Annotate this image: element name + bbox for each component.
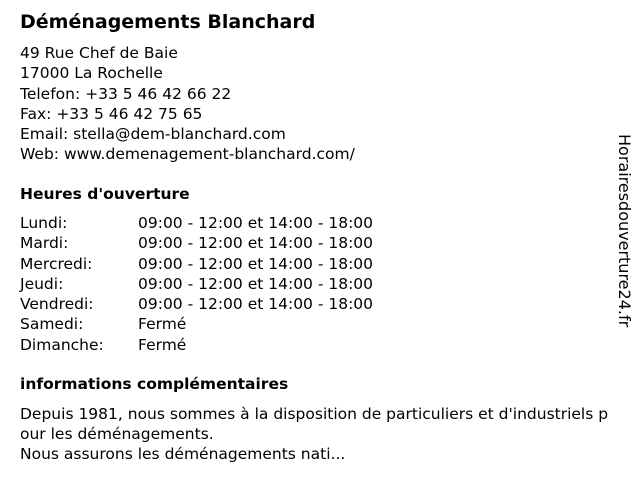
hours-table: [20, 213, 373, 355]
hours-row-sunday: [20, 335, 373, 355]
hours-day: Jeudi:: [20, 274, 64, 293]
hours-day: Dimanche:: [20, 335, 104, 354]
site-watermark: Horairesdouverture24.fr: [615, 134, 634, 328]
hours-day: Vendredi:: [20, 295, 94, 314]
hours-row-saturday: [20, 314, 373, 334]
web-line: Web: www.demenagement-blanchard.com/: [20, 145, 355, 164]
hours-time: 09:00 - 12:00 et 14:00 - 18:00: [138, 295, 374, 314]
info-text: [20, 404, 610, 464]
hours-row-tuesday: [20, 233, 373, 253]
hours-time: 09:00 - 12:00 et 14:00 - 18:00: [138, 254, 374, 273]
info-paragraph: Depuis 1981, nous sommes à la disposition de particuliers et d'industriels pour les déménagements.: [20, 405, 609, 443]
hours-row-wednesday: [20, 254, 373, 274]
hours-row-thursday: [20, 274, 373, 294]
email-line: Email: stella@dem-blanchard.com: [20, 125, 286, 144]
hours-time: Fermé: [138, 335, 187, 354]
hours-time: 09:00 - 12:00 et 14:00 - 18:00: [138, 214, 374, 232]
address-city: 17000 La Rochelle: [20, 64, 163, 83]
hours-row-monday: [20, 213, 373, 233]
address-street: 49 Rue Chef de Baie: [20, 44, 178, 62]
business-name: Déménagements Blanchard: [20, 11, 316, 33]
hours-time: 09:00 - 12:00 et 14:00 - 18:00: [138, 234, 374, 253]
fax-line: Fax: +33 5 46 42 75 65: [20, 104, 203, 123]
hours-time: 09:00 - 12:00 et 14:00 - 18:00: [138, 274, 374, 293]
hours-heading: Heures d'ouverture: [20, 185, 190, 203]
hours-time: Fermé: [138, 315, 187, 334]
phone-line: Telefon: +33 5 46 42 66 22: [20, 84, 232, 103]
hours-day: Mardi:: [20, 234, 69, 253]
hours-row-friday: [20, 294, 373, 314]
contact-block: [20, 43, 355, 165]
info-paragraph-truncated: Nous assurons les déménagements nati...: [20, 445, 346, 463]
hours-day: Mercredi:: [20, 254, 93, 273]
hours-day: Samedi:: [20, 315, 84, 334]
info-heading: informations complémentaires: [20, 375, 289, 393]
hours-day: Lundi:: [20, 214, 68, 232]
